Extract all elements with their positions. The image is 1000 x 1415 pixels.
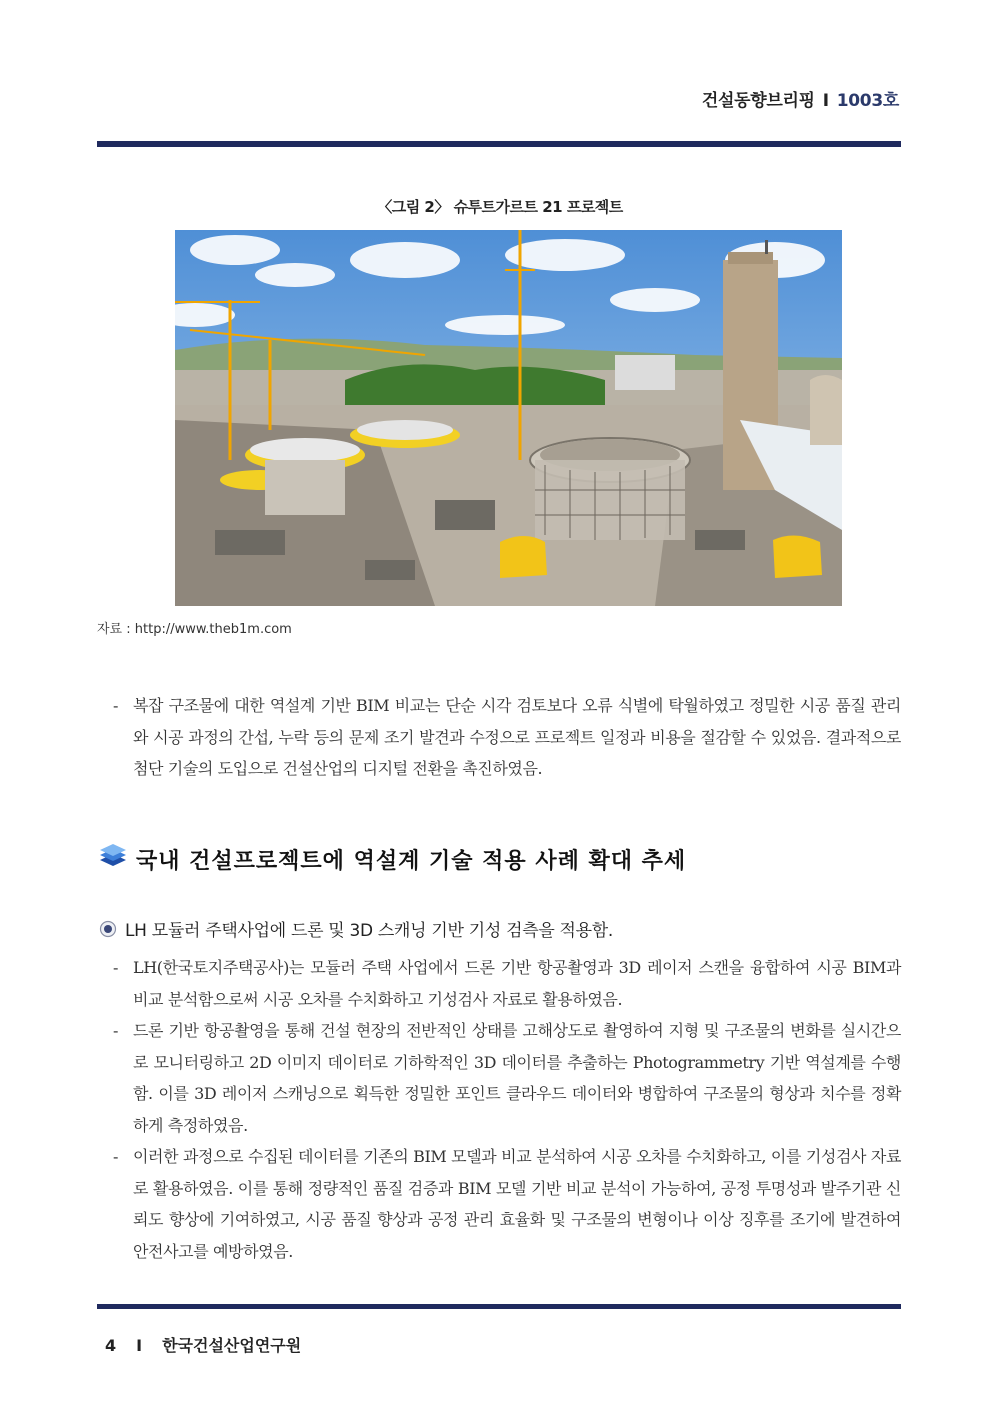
figure-source: 자료 : http://www.theb1m.com (97, 622, 292, 637)
footer-separator: I (136, 1336, 143, 1355)
page-header (702, 86, 899, 111)
section-item-2 (113, 1015, 901, 1141)
organization-name: 한국건설산업연구원 (162, 1336, 302, 1355)
page-footer (105, 1333, 301, 1356)
dash-marker: - (113, 1147, 119, 1166)
publication-name: 건설동향브리핑 (701, 91, 815, 111)
section-item-1 (113, 952, 901, 1015)
intro-paragraph (113, 690, 901, 785)
issue-number: 1003호 (836, 91, 899, 111)
section-title: 국내 건설프로젝트에 역설계 기술 적용 사례 확대 추세 (136, 849, 687, 874)
radio-bullet-icon (99, 920, 117, 938)
figure-caption: 〈그림 2〉 슈투트가르트 21 프로젝트 (377, 198, 623, 216)
item-text: 드론 기반 항공촬영을 통해 건설 현장의 전반적인 상태를 고해상도로 촬영하여 지형 및 구조물의 변화를 실시간으로 모니터링하고 2D 이미지 데이터로 기하학적인 3D 데이터를 추출하는 Photogrammetry 기반 역설계를 수행함. 이를 3D 레이저 스캐닝으로 획득한 정밀한 포인트 클라우드 데이터와 병합하여 구조물의 형상과 치수를 정확하게 측정하였음. (133, 1021, 901, 1135)
dash-marker: - (113, 696, 119, 715)
section-item-3 (113, 1141, 901, 1267)
header-rule (97, 141, 901, 147)
bullet-point (99, 916, 613, 941)
bullet-text: LH 모듈러 주택사업에 드론 및 3D 스캐닝 기반 기성 검측을 적용함. (125, 921, 614, 941)
item-text: 이러한 과정으로 수집된 데이터를 기존의 BIM 모델과 비교 분석하여 시공 오차를 수치화하고, 이를 기성검사 자료로 활용하였음. 이를 통해 정량적인 품질 검증과 BIM 모델 기반 비교 분석이 가능하여, 공정 투명성과 발주기관 신뢰도 향상에 기여하였고, 시공 품질 향상과 공정 관리 효율화 및 구조물의 변형이나 이상 징후를 조기에 발견하여 안전사고를 예방하였음. (133, 1147, 901, 1261)
footer-rule (97, 1304, 901, 1309)
page-number: 4 (105, 1336, 117, 1355)
stacked-layers-icon (98, 844, 128, 874)
construction-site-photo (175, 230, 842, 606)
header-separator: I (822, 91, 829, 111)
dash-marker: - (113, 1021, 119, 1040)
paragraph-text: 복잡 구조물에 대한 역설계 기반 BIM 비교는 단순 시각 검토보다 오류 식별에 탁월하였고 정밀한 시공 품질 관리와 시공 과정의 간섭, 누락 등의 문제 조기 발견과 수정으로 프로젝트 일정과 비용을 절감할 수 있었음. 결과적으로 첨단 기술의 도입으로 건설산업의 디지털 전환을 촉진하였음. (133, 696, 901, 778)
item-text: LH(한국토지주택공사)는 모듈러 주택 사업에서 드론 기반 항공촬영과 3D 레이저 스캔을 융합하여 시공 BIM과 비교 분석함으로써 시공 오차를 수치화하고 기성검사 자료로 활용하였음. (133, 958, 901, 1009)
dash-marker: - (113, 958, 119, 977)
